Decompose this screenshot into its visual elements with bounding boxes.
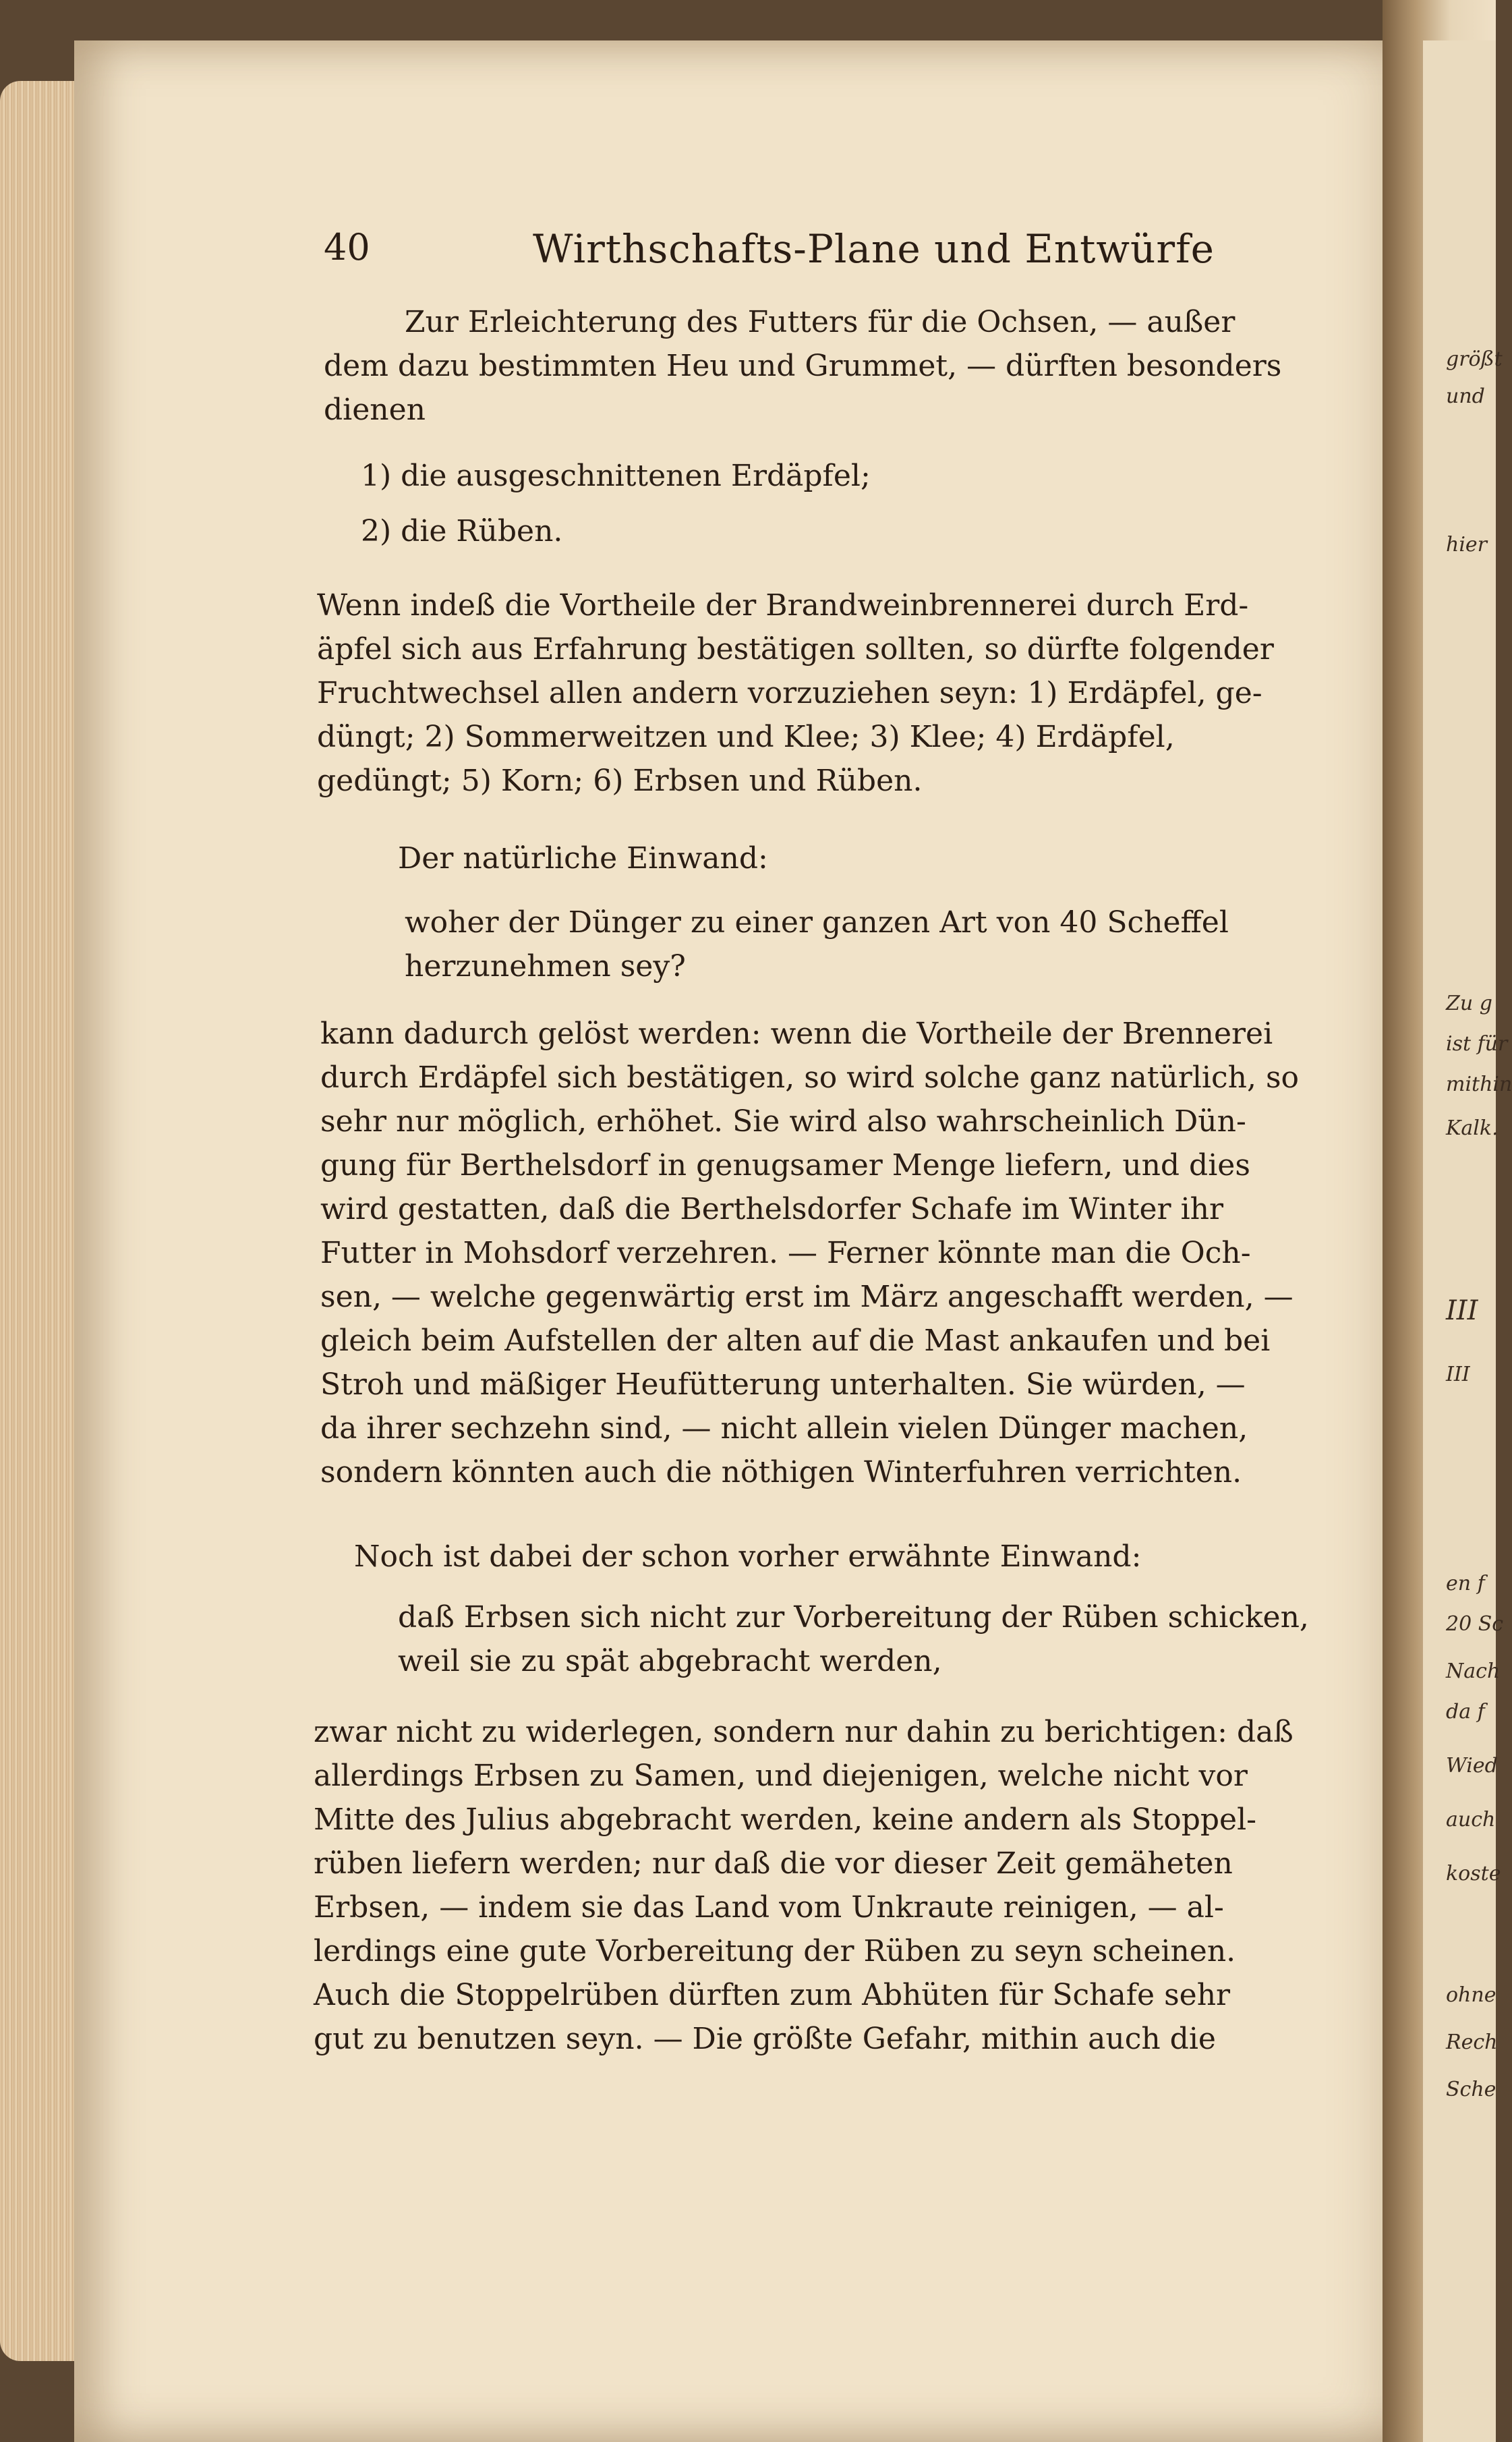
text-line: sen, — welche gegenwärtig erst im März angeschafft werden, — [320,1280,1293,1314]
text-line: äpfel sich aus Erfahrung bestätigen sollten, so dürfte folgender [317,632,1274,666]
next-page-fragment: Zu g [1446,992,1492,1015]
text-line: lerdings eine gute Vorbereitung der Rüben zu seyn scheinen. [314,1934,1236,1968]
text-line: Zur Erleichterung des Futters für die Ochsen, — außer [405,305,1235,339]
text-line: Erbsen, — indem sie das Land vom Unkraute reinigen, — al- [314,1890,1224,1925]
next-page-fragment: Sche [1446,2078,1496,2101]
text-line: Futter in Mohsdorf verzehren. — Ferner könnte man die Och- [320,1236,1251,1270]
text-line: durch Erdäpfel sich bestätigen, so wird solche ganz natürlich, so [320,1060,1300,1095]
next-page-fragment: III [1446,1363,1470,1386]
text-line: gut zu benutzen seyn. — Die größte Gefahr, mithin auch die [314,2022,1216,2056]
text-line: Mitte des Julius abgebracht werden, keine andern als Stoppel- [314,1802,1257,1837]
next-page-fragment: Nach [1446,1659,1501,1683]
text-line: wird gestatten, daß die Berthelsdorfer Schafe im Winter ihr [320,1192,1224,1226]
text-line: zwar nicht zu widerlegen, sondern nur dahin zu berichtigen: daß [314,1715,1293,1749]
text-line: sehr nur möglich, erhöhet. Sie wird also wahrscheinlich Dün- [320,1104,1246,1139]
next-page-fragment: Kalk. [1446,1116,1499,1140]
quote-line: weil sie zu spät abgebracht werden, [398,1644,942,1678]
text-line: allerdings Erbsen zu Samen, und diejenigen, welche nicht vor [314,1759,1248,1793]
next-page-fragment: hier [1446,533,1488,557]
text-line: gleich beim Aufstellen der alten auf die Mast ankaufen und bei [320,1324,1271,1358]
running-title: Wirthschafts-Plane und Entwürfe [533,226,1215,272]
text-line: Stroh und mäßiger Heufütterung unterhalten. Sie würden, — [320,1367,1246,1402]
list-item: 1) die ausgeschnittenen Erdäpfel; [361,459,871,493]
list-item: 2) die Rüben. [361,514,563,548]
text-line: kann dadurch gelöst werden: wenn die Vortheile der Brennerei [320,1017,1273,1051]
text-line: dienen [324,393,426,427]
next-page-fragment: ohne [1446,1983,1496,2007]
text-line: dem dazu bestimmten Heu und Grummet, — dürften besonders [324,349,1282,383]
next-page-fragment: ist für [1446,1032,1508,1056]
next-page-margin [1423,40,1512,2442]
next-page-fragment: Wied [1446,1754,1498,1778]
text-line: Auch die Stoppelrüben dürften zum Abhüten für Schafe sehr [314,1978,1231,2012]
page-number: 40 [324,226,370,268]
text-line: Der natürliche Einwand: [398,841,768,876]
next-page-fragment: III [1446,1295,1478,1326]
text-line: düngt; 2) Sommerweitzen und Klee; 3) Klee; 4) Erdäpfel, [317,720,1175,754]
next-page-fragment: koste [1446,1862,1501,1885]
quote-line: herzunehmen sey? [405,949,686,984]
next-page-fragment: auch [1446,1808,1496,1831]
text-line: sondern könnten auch die nöthigen Winterfuhren verrichten. [320,1455,1242,1489]
quote-line: woher der Dünger zu einer ganzen Art von 40 Scheffel [405,905,1229,940]
text-line: da ihrer sechzehn sind, — nicht allein vielen Dünger machen, [320,1411,1248,1446]
text-line: Wenn indeß die Vortheile der Brandweinbrennerei durch Erd- [317,588,1249,623]
text-line: gedüngt; 5) Korn; 6) Erbsen und Rüben. [317,764,923,798]
next-page-fragment: 20 Sc [1446,1612,1504,1636]
text-line: Fruchtwechsel allen andern vorzuziehen seyn: 1) Erdäpfel, ge- [317,676,1262,710]
next-page-fragment: und [1446,385,1485,408]
text-line: gung für Berthelsdorf in genugsamer Menge liefern, und dies [320,1148,1250,1183]
running-header [324,226,1315,280]
next-page-fragment: en f [1446,1572,1485,1595]
next-page-fragment: da f [1446,1700,1485,1724]
text-line: rüben liefern werden; nur daß die vor dieser Zeit gemäheten [314,1846,1233,1881]
text-line: Noch ist dabei der schon vorher erwähnte Einwand: [354,1539,1142,1574]
next-page-fragment: Rech [1446,2031,1498,2054]
quote-line: daß Erbsen sich nicht zur Vorbereitung der Rüben schicken, [398,1600,1309,1635]
next-page-fragment: größt [1446,347,1503,371]
next-page-fragment: mithin [1446,1073,1512,1096]
